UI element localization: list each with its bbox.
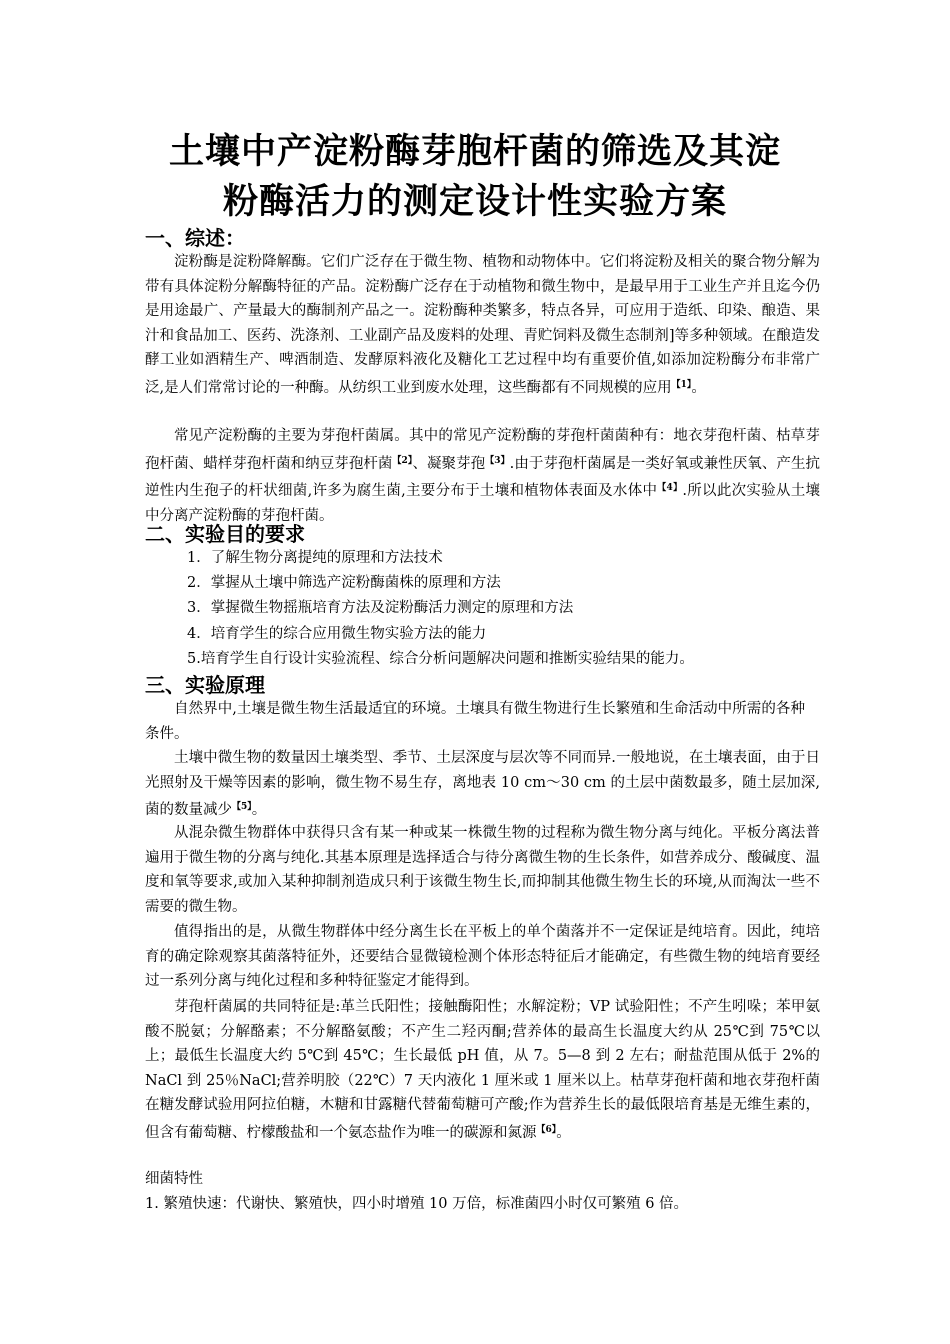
citation-ref[interactable]: 【4】: [657, 483, 683, 493]
paragraph-text: 土壤中微生物的数量因土壤类型、季节、土层深度与层次等不同而异.一般地说，在土壤表面，由于日光照射及干燥等因素的影响，微生物不易生存，离地表 10 cm～30 cm 的土层中菌数最多，随土层加深,菌的数量减少: [145, 750, 820, 818]
section-heading-overview: 一、综述：: [145, 226, 245, 250]
paragraph-overview-1: [145, 250, 820, 400]
citation-ref[interactable]: 【2】: [392, 455, 413, 466]
list-item: 3．掌握微生物摇瓶培育方法及淀粉酶活力测定的原理和方法: [187, 600, 574, 616]
paragraph-text-end: 。: [556, 1124, 571, 1141]
citation-ref[interactable]: 【1】: [671, 379, 692, 390]
paragraph-text: 常见产淀粉酶的主要为芽孢杆菌属。其中的常见产淀粉酶的芽孢杆菌菌种有：地衣芽孢杆菌、枯草芽孢杆菌、蜡样芽孢杆菌和纳豆芽孢杆菌: [145, 428, 820, 472]
document-title-line2: 粉酶活力的测定设计性实验方案: [222, 182, 727, 222]
paragraph-text: .由于芽孢杆菌属是一类好氧或兼性厌氧、产生抗逆性内生孢子的杆状细菌,许多为腐生菌,主要分布于土壤和植物体表面及水体中: [145, 455, 821, 499]
paragraph-principle-1: 自然界中,土壤是微生物生活最适宜的环境。土壤具有微生物进行生长繁殖和生命活动中所需的各种条件。: [145, 701, 805, 742]
list-item: 5.培育学生自行设计实验流程、综合分析问题解决问题和推断实验结果的能力。: [187, 651, 694, 667]
paragraph-text-end: 。: [691, 379, 706, 396]
paragraph-text: 芽孢杆菌属的共同特征是:革兰氏阳性；接触酶阳性；水解淀粉；VP 试验阳性；不产生吲哚；苯甲氨酸不脱氨；分解酪素；不分解酪氨酸；不产生二羟丙酮;营养体的最高生长温度大约从 25℃到 75℃以上；最低生长温度大约 5℃到 45℃；生长最低 pH 值，从 7。5—8 到 2 左右；耐盐范围从低于 2%的 NaCl 到 25％NaCl;营养明胶（22℃）7 天内液化 1 厘米或 1 厘米以上。枯草芽孢杆菌和地衣芽孢杆菌在糖发酵试验用阿拉伯糖，木糖和甘露糖代替葡萄糖可产酸;作为营养生长的最低限培育基是无维生素的，但含有葡萄糖、柠檬酸盐和一个氨态盐作为唯一的碳源和氮源: [145, 999, 820, 1141]
paragraph-principle-5: [145, 995, 820, 1145]
document-title-line1: 土壤中产淀粉酶芽胞杆菌的筛选及其淀: [168, 132, 781, 172]
paragraph-text: .所以此次实验从土壤中分离产淀粉酶的芽孢杆菌。: [145, 483, 821, 524]
section-heading-objectives: 二、实验目的要求: [145, 522, 305, 546]
paragraph-principle-4: 值得指出的是，从微生物群体中经分离生长在平板上的单个菌落并不一定保证是纯培育。因此，纯培育的确定除观察其菌落特征外，还要结合显微镜检测个体形态特征后才能确定，有些微生物的纯培育要经过一系列分离与纯化过程和多种特征鉴定才能得到。: [145, 924, 820, 989]
paragraph-principle-3: 从混杂微生物群体中获得只含有某一种或某一株微生物的过程称为微生物分离与纯化。平板分离法普遍用于微生物的分离与纯化.其基本原理是选择适合与待分离微生物的生长条件，如营养成分、酸碱度、温度和氧等要求,或加入某种抑制剂造成只利于该微生物生长,而抑制其他微生物生长的环境,从而淘汰一些不需要的微生物。: [145, 825, 820, 915]
list-item: 1．了解生物分离提纯的原理和方法技术: [187, 550, 443, 566]
paragraph-principle-2: [145, 746, 820, 823]
paragraph-bacteria-heading: 细菌特性: [145, 1171, 203, 1187]
paragraph-text-end: 。: [251, 802, 267, 818]
paragraph-overview-2: [145, 424, 820, 528]
citation-ref[interactable]: 【6】: [536, 1124, 557, 1135]
list-item: 4．培育学生的综合应用微生物实验方法的能力: [187, 626, 487, 642]
paragraph-text: 、凝聚芽孢: [412, 455, 486, 472]
list-item: 2．掌握从土壤中筛选产淀粉酶菌株的原理和方法: [187, 575, 501, 591]
citation-ref[interactable]: 【5】: [232, 802, 252, 812]
paragraph-text: 淀粉酶是淀粉降解酶。它们广泛存在于微生物、植物和动物体中。它们将淀粉及相关的聚合物分解为带有具体淀粉分解酶特征的产品。淀粉酶广泛存在于动植物和微生物中，是最早用于工业生产并且迄今仍是用途最广、产量最大的酶制剂产品之一。淀粉酶种类繁多，特点各异，可应用于造纸、印染、酿造、果汁和食品加工、医药、洗涤剂、工业副产品及废料的处理、青贮饲料及微生态制剂]等多种领域。在酿造发酵工业如酒精生产、啤酒制造、发酵原料液化及糖化工艺过程中均有重要价值,如添加淀粉酶分布非常广泛,是人们常常讨论的一种酶。从纺织工业到废水处理，这些酶都有不同规模的应用: [145, 254, 820, 396]
citation-ref[interactable]: 【3】: [485, 455, 510, 466]
section-heading-principle: 三、实验原理: [145, 673, 265, 697]
paragraph-bacteria-1: 1. 繁殖快速：代谢快、繁殖快，四小时增殖 10 万倍，标准菌四小时仅可繁殖 6 倍。: [145, 1196, 689, 1212]
